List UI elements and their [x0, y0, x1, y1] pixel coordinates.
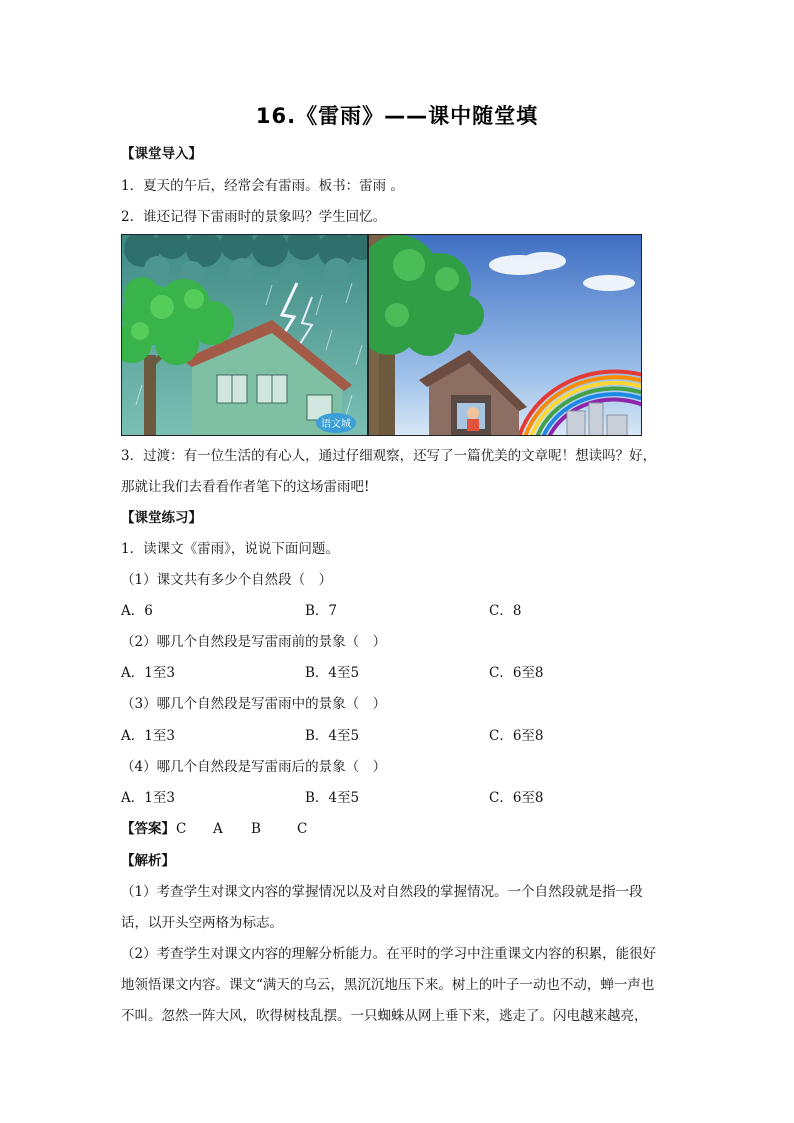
intro-item-3-line1: 3．过渡：有一位生活的有心人，通过仔细观察，还写了一篇优美的文章呢！想读吗？好， — [121, 448, 657, 464]
question-2-option-b: B．4至5 — [305, 665, 360, 681]
question-1-option-b: B．7 — [305, 603, 338, 619]
question-4-option-c: C．6至8 — [489, 790, 544, 806]
question-3-option-b: B．4至5 — [305, 728, 360, 744]
question-3-option-c: C．6至8 — [489, 728, 544, 744]
analysis-heading: 【解析】 — [121, 853, 175, 869]
question-2-option-a: A．1至3 — [121, 665, 175, 681]
answer-value-4: C — [297, 821, 308, 837]
question-4-option-b: B．4至5 — [305, 790, 360, 806]
analysis-p2-line3: 不叫。忽然一阵大风，吹得树枝乱摆。一只蜘蛛从网上垂下来，逃走了。闪电越来越亮， — [121, 1008, 648, 1024]
practice-question-main: 1．读课文《雷雨》，说说下面问题。 — [121, 541, 339, 557]
question-2-stem: （2）哪几个自然段是写雷雨前的景象（ ） — [121, 634, 387, 650]
question-3-stem: （3）哪几个自然段是写雷雨中的景象（ ） — [121, 696, 387, 712]
page-title: 16.《雷雨》——课中随堂填 — [255, 104, 539, 128]
rainbow-picture — [368, 234, 642, 436]
question-1-stem: （1）课文共有多少个自然段（ ） — [121, 572, 333, 588]
publisher-stamp: 语文城 — [321, 419, 351, 430]
analysis-p1-line2: 话，以开头空两格为标志。 — [121, 915, 283, 931]
intro-item-3-line2: 那就让我们去看看作者笔下的这场雷雨吧! — [121, 479, 370, 495]
intro-item-2: 2．谁还记得下雷雨时的景象吗？学生回忆。 — [121, 209, 387, 225]
practice-heading: 【课堂练习】 — [121, 510, 202, 526]
question-1-option-a: A．6 — [121, 603, 153, 619]
question-4-option-a: A．1至3 — [121, 790, 175, 806]
answer-value-1: C — [176, 821, 187, 837]
question-1-option-c: C．8 — [489, 603, 522, 619]
answer-value-2: A — [213, 821, 223, 837]
thunderstorm-picture — [121, 234, 368, 436]
analysis-p2-line2: 地领悟课文内容。课文“满天的乌云，黑沉沉地压下来。树上的叶子一动也不动，蝉一声也 — [121, 977, 655, 993]
analysis-p1-line1: （1）考查学生对课文内容的掌握情况以及对自然段的掌握情况。一个自然段就是指一段 — [121, 884, 643, 900]
question-4-stem: （4）哪几个自然段是写雷雨后的景象（ ） — [121, 759, 387, 775]
question-3-option-a: A．1至3 — [121, 728, 175, 744]
question-2-option-c: C．6至8 — [489, 665, 544, 681]
answer-value-3: B — [251, 821, 261, 837]
intro-heading: 【课堂导入】 — [121, 146, 202, 162]
answer-label: 【答案】 — [121, 821, 175, 837]
intro-item-1: 1．夏天的午后，经常会有雷雨。板书：雷雨 。 — [121, 178, 404, 194]
analysis-p2-line1: （2）考查学生对课文内容的理解分析能力。在平时的学习中注重课文内容的积累，能很好 — [121, 946, 657, 962]
